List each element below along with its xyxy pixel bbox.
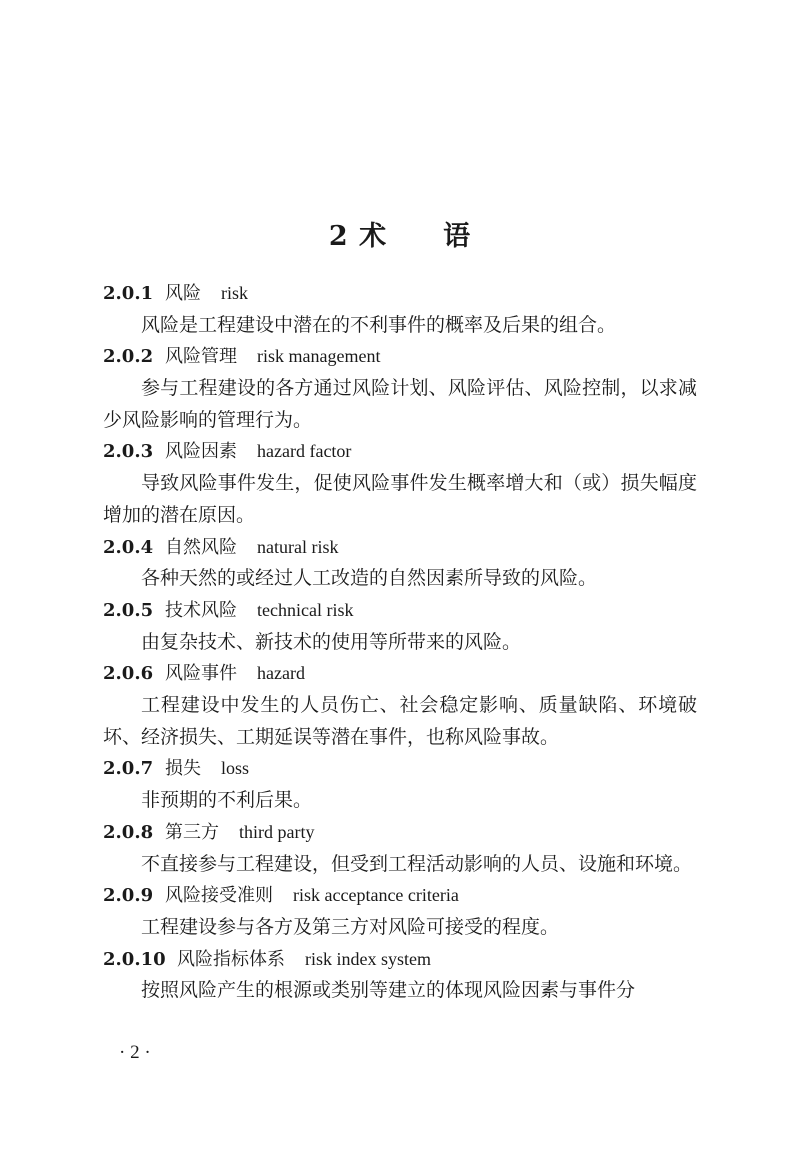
- term-definition: 非预期的不利后果。: [141, 789, 313, 812]
- term-english: risk management: [257, 346, 381, 367]
- term-chinese: 第三方: [165, 821, 219, 843]
- term-definition: 导致风险事件发生，促使风险事件发生概率增大和（或）损失幅度增加的潜在原因。: [103, 472, 697, 526]
- term-english: natural risk: [257, 536, 339, 557]
- term-english: third party: [239, 821, 315, 842]
- term-entry: [103, 753, 697, 816]
- term-entry: [103, 341, 697, 436]
- term-number: 2.0.9: [103, 885, 154, 907]
- term-heading: [103, 817, 697, 849]
- term-entry: [103, 278, 697, 341]
- term-chinese: 自然风险: [165, 536, 237, 558]
- term-number: 2.0.7: [103, 758, 154, 780]
- term-definition: 风险是工程建设中潜在的不利事件的概率及后果的组合。: [141, 313, 617, 336]
- term-heading: [103, 595, 697, 627]
- term-english: hazard: [257, 663, 305, 684]
- term-number: 2.0.6: [103, 663, 154, 685]
- term-entry: [103, 532, 697, 595]
- term-chinese: 风险事件: [165, 663, 237, 685]
- term-chinese: 风险接受准则: [165, 885, 273, 907]
- term-chinese: 损失: [165, 758, 201, 780]
- term-chinese: 风险管理: [165, 346, 237, 368]
- term-number: 2.0.2: [103, 346, 154, 368]
- terms-list: [103, 278, 697, 1007]
- term-definition: 不直接参与工程建设，但受到工程活动影响的人员、设施和环境。: [141, 852, 693, 875]
- term-number: 2.0.10: [103, 948, 166, 970]
- term-heading: [103, 880, 697, 912]
- term-definition: 按照风险产生的根源或类别等建立的体现风险因素与事件分: [141, 979, 636, 1002]
- term-definition: 各种天然的或经过人工改造的自然因素所导致的风险。: [141, 567, 598, 590]
- term-heading: [103, 436, 697, 468]
- term-heading: [103, 753, 697, 785]
- term-chinese: 风险: [165, 283, 201, 304]
- term-chinese: 风险指标体系: [177, 948, 285, 970]
- term-number: 2.0.8: [103, 821, 154, 843]
- term-entry: [103, 817, 697, 880]
- term-entry: [103, 436, 697, 531]
- term-english: loss: [221, 758, 250, 779]
- term-entry: [103, 944, 697, 1007]
- term-number: 2.0.4: [103, 536, 154, 558]
- term-heading: [103, 341, 697, 373]
- term-definition: 工程建设参与各方及第三方对风险可接受的程度。: [141, 915, 560, 938]
- term-english: risk acceptance criteria: [293, 885, 459, 906]
- term-heading: [103, 278, 697, 310]
- term-english: risk: [221, 283, 248, 303]
- term-english: hazard factor: [257, 441, 352, 462]
- term-definition: 参与工程建设的各方通过风险计划、风险评估、风险控制，以求减少风险影响的管理行为。: [103, 377, 697, 431]
- chapter-title: 2 术 语: [328, 221, 472, 252]
- term-chinese: 风险因素: [165, 441, 237, 463]
- term-english: risk index system: [305, 948, 431, 969]
- term-entry: [103, 658, 697, 753]
- term-chinese: 技术风险: [165, 599, 237, 621]
- term-entry: [103, 595, 697, 658]
- term-number: 2.0.3: [103, 441, 154, 463]
- term-definition: 工程建设中发生的人员伤亡、社会稳定影响、质量缺陷、环境破坏、经济损失、工期延误等潜在事件，也称风险事故。: [103, 694, 697, 748]
- term-heading: [103, 658, 697, 690]
- term-heading: [103, 532, 697, 564]
- term-number: 2.0.1: [103, 283, 154, 304]
- term-heading: [103, 944, 697, 976]
- term-number: 2.0.5: [103, 599, 154, 621]
- term-english: technical risk: [257, 599, 354, 620]
- term-entry: [103, 880, 697, 943]
- page-number: · 2 ·: [119, 1042, 151, 1063]
- term-definition: 由复杂技术、新技术的使用等所带来的风险。: [141, 630, 522, 653]
